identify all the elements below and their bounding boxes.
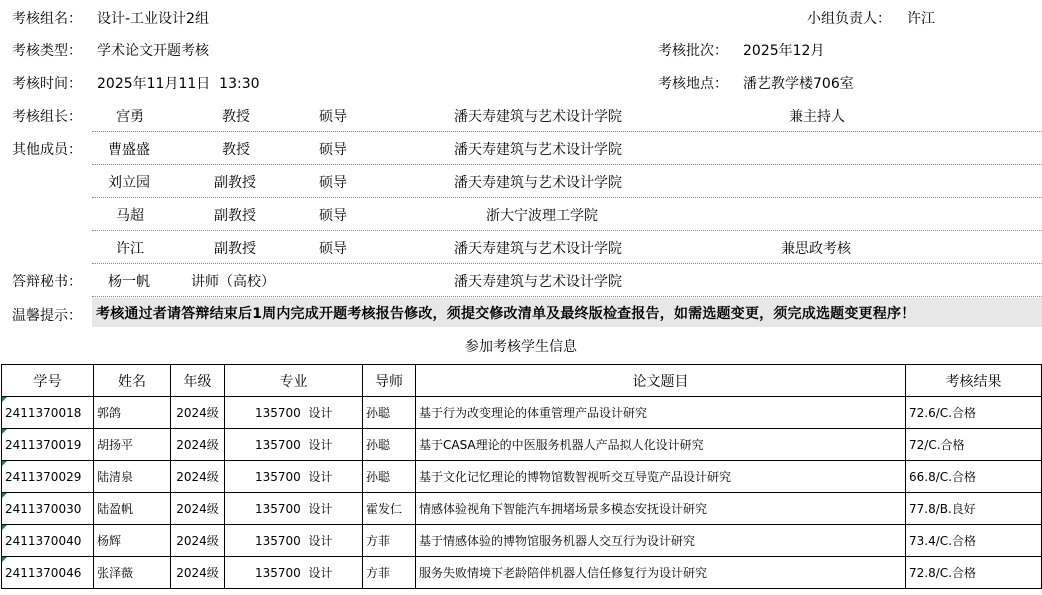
student-major: 135700 设计 — [225, 397, 363, 429]
table-header-row — [2, 365, 1042, 397]
student-id-cell — [2, 397, 94, 429]
leader-label: 小组负责人： — [807, 11, 891, 27]
time-label: 考核时间： — [12, 76, 82, 92]
row-divider — [92, 263, 1042, 264]
member-title: 副教授 — [214, 241, 256, 257]
student-major: 135700 设计 — [225, 461, 363, 493]
table-row — [2, 493, 1042, 525]
student-id-cell — [2, 525, 94, 557]
member-role: 硕导 — [319, 109, 347, 125]
row-divider — [92, 164, 1042, 165]
place-label: 考核地点： — [658, 76, 728, 92]
col-header-major: 专业 — [225, 365, 363, 397]
student-name: 胡扬平 — [94, 429, 171, 461]
student-major: 135700 设计 — [225, 429, 363, 461]
student-id: 2411370046 — [5, 565, 82, 580]
student-result: 72.8/C.合格 — [906, 557, 1042, 589]
student-topic: 情感体验视角下智能汽车拥堵场景多模态安抚设计研究 — [416, 493, 906, 525]
place-value: 潘艺教学楼706室 — [743, 76, 854, 92]
notice-label: 温馨提示： — [12, 308, 82, 324]
student-advisor: 孙聪 — [363, 461, 416, 493]
member-unit: 浙大宁波理工学院 — [486, 208, 598, 224]
row-divider — [92, 230, 1042, 231]
col-header-grade: 年级 — [171, 365, 225, 397]
row-divider — [92, 296, 1042, 297]
student-id-cell — [2, 493, 94, 525]
group-name-value: 设计-工业设计2组 — [97, 11, 209, 27]
student-result: 66.8/C.合格 — [906, 461, 1042, 493]
student-grade: 2024级 — [171, 557, 225, 589]
col-header-result: 考核结果 — [906, 365, 1042, 397]
time-value: 2025年11月11日 13:30 — [97, 76, 260, 92]
student-id: 2411370018 — [5, 405, 82, 420]
col-header-advisor: 导师 — [363, 365, 416, 397]
student-name: 郭鸽 — [94, 397, 171, 429]
student-result: 72/C.合格 — [906, 429, 1042, 461]
student-id: 2411370029 — [5, 469, 82, 484]
student-grade: 2024级 — [171, 525, 225, 557]
student-advisor: 方菲 — [363, 557, 416, 589]
member-role: 硕导 — [319, 142, 347, 158]
student-advisor: 孙聪 — [363, 397, 416, 429]
student-id: 2411370040 — [5, 533, 82, 548]
member-name: 刘立园 — [108, 175, 150, 191]
col-header-id: 学号 — [2, 365, 94, 397]
committee-head-label: 考核组长： — [12, 109, 82, 125]
member-title: 副教授 — [214, 208, 256, 224]
member-note: 兼主持人 — [789, 109, 845, 125]
student-name: 陆盈帆 — [94, 493, 171, 525]
type-label: 考核类型： — [12, 43, 82, 59]
table-row — [2, 525, 1042, 557]
student-result: 73.4/C.合格 — [906, 525, 1042, 557]
member-title: 副教授 — [214, 175, 256, 191]
member-name: 曹盛盛 — [108, 142, 150, 158]
students-table — [1, 364, 1042, 589]
student-id-cell — [2, 461, 94, 493]
students-table-title: 参加考核学生信息 — [465, 339, 577, 355]
cell-flag-icon — [2, 525, 7, 530]
secretary-name: 杨一帆 — [108, 274, 150, 290]
member-title: 教授 — [222, 109, 250, 125]
table-row — [2, 557, 1042, 589]
batch-label: 考核批次： — [658, 43, 728, 59]
table-row — [2, 397, 1042, 429]
member-note: 兼思政考核 — [781, 241, 851, 257]
row-divider — [92, 197, 1042, 198]
student-name: 张泽薇 — [94, 557, 171, 589]
student-grade: 2024级 — [171, 493, 225, 525]
student-id: 2411370019 — [5, 437, 82, 452]
student-grade: 2024级 — [171, 429, 225, 461]
member-name: 许江 — [116, 241, 144, 257]
batch-value: 2025年12月 — [743, 43, 825, 59]
student-topic: 基于文化记忆理论的博物馆数智视听交互导览产品设计研究 — [416, 461, 906, 493]
member-unit: 潘天寿建筑与艺术设计学院 — [454, 241, 622, 257]
group-name-label: 考核组名： — [12, 11, 82, 27]
cell-flag-icon — [2, 397, 7, 402]
member-name: 宫勇 — [116, 109, 144, 125]
row-divider — [92, 131, 1042, 132]
student-topic: 服务失败情境下老龄陪伴机器人信任修复行为设计研究 — [416, 557, 906, 589]
member-role: 硕导 — [319, 241, 347, 257]
student-id: 2411370030 — [5, 501, 82, 516]
leader-value: 许江 — [907, 11, 935, 27]
student-advisor: 方菲 — [363, 525, 416, 557]
table-row — [2, 429, 1042, 461]
committee-others-label: 其他成员： — [12, 142, 82, 158]
secretary-label: 答辩秘书： — [12, 274, 82, 290]
student-topic: 基于行为改变理论的体重管理产品设计研究 — [416, 397, 906, 429]
student-grade: 2024级 — [171, 461, 225, 493]
member-unit: 潘天寿建筑与艺术设计学院 — [454, 142, 622, 158]
secretary-unit: 潘天寿建筑与艺术设计学院 — [454, 274, 622, 290]
col-header-name: 姓名 — [94, 365, 171, 397]
student-topic: 基于CASA理论的中医服务机器人产品拟人化设计研究 — [416, 429, 906, 461]
member-title: 教授 — [222, 142, 250, 158]
student-major: 135700 设计 — [225, 525, 363, 557]
cell-flag-icon — [2, 429, 7, 434]
cell-flag-icon — [2, 461, 7, 466]
secretary-title: 讲师（高校） — [191, 274, 275, 290]
student-grade: 2024级 — [171, 397, 225, 429]
notice-text: 考核通过者请答辩结束后1周内完成开题考核报告修改，须提交修改清单及最终版检查报告，如需选题变更，须完成选题变更程序！ — [96, 306, 916, 322]
cell-flag-icon — [2, 493, 7, 498]
member-unit: 潘天寿建筑与艺术设计学院 — [454, 175, 622, 191]
student-major: 135700 设计 — [225, 493, 363, 525]
table-row — [2, 461, 1042, 493]
cell-flag-icon — [2, 557, 7, 562]
student-id-cell — [2, 429, 94, 461]
member-role: 硕导 — [319, 208, 347, 224]
member-name: 马超 — [116, 208, 144, 224]
student-advisor: 霍发仁 — [363, 493, 416, 525]
student-result: 72.6/C.合格 — [906, 397, 1042, 429]
type-value: 学术论文开题考核 — [97, 43, 209, 59]
student-advisor: 孙聪 — [363, 429, 416, 461]
student-result: 77.8/B.良好 — [906, 493, 1042, 525]
student-topic: 基于情感体验的博物馆服务机器人交互行为设计研究 — [416, 525, 906, 557]
student-name: 杨辉 — [94, 525, 171, 557]
student-id-cell — [2, 557, 94, 589]
col-header-topic: 论文题目 — [416, 365, 906, 397]
student-name: 陆清泉 — [94, 461, 171, 493]
member-role: 硕导 — [319, 175, 347, 191]
student-major: 135700 设计 — [225, 557, 363, 589]
member-unit: 潘天寿建筑与艺术设计学院 — [454, 109, 622, 125]
